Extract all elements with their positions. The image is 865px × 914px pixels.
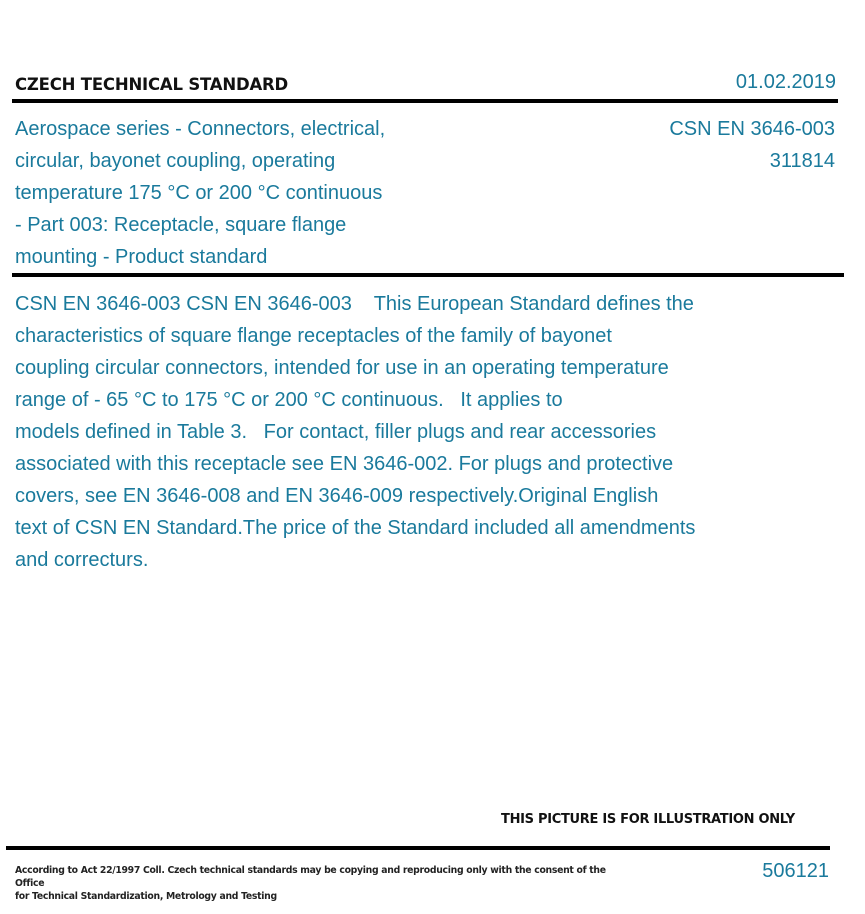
standard-number: CSN EN 3646-003 — [669, 118, 835, 140]
title-line: - Part 003: Receptacle, square flange — [15, 214, 347, 236]
title-line: temperature 175 °C or 200 °C continuous — [15, 182, 383, 204]
abstract-line: range of - 65 °C to 175 °C or 200 °C continuous. It applies to — [15, 389, 563, 411]
document-id: 506121 — [762, 860, 829, 882]
document-title — [15, 113, 435, 273]
abstract-line: characteristics of square flange receptacles of the family of bayonet — [15, 325, 612, 347]
legal-line: for Technical Standardization, Metrology and Testing — [15, 891, 277, 902]
abstract-line: and correcturs. — [15, 549, 149, 571]
catalog-number: 311814 — [769, 150, 835, 172]
abstract-line: coupling circular connectors, intended for use in an operating temperature — [15, 357, 669, 379]
standard-type-heading: CZECH TECHNICAL STANDARD — [15, 75, 289, 94]
abstract-line: text of CSN EN Standard.The price of the Standard included all amendments — [15, 517, 696, 539]
abstract-text — [15, 288, 695, 576]
illustration-notice: THIS PICTURE IS FOR ILLUSTRATION ONLY — [501, 812, 795, 827]
abstract-line: covers, see EN 3646-008 and EN 3646-009 respectively.Original English — [15, 485, 659, 507]
title-line: circular, bayonet coupling, operating — [15, 150, 336, 172]
title-line: Aerospace series - Connectors, electrical, — [15, 118, 386, 140]
header-divider — [12, 99, 838, 103]
footer-divider — [6, 846, 830, 850]
title-line: mounting - Product standard — [15, 246, 268, 268]
legal-line: According to Act 22/1997 Coll. Czech technical standards may be copying and reproducing only with the consent of the Office — [15, 865, 606, 889]
publication-date: 01.02.2019 — [735, 71, 836, 93]
document-codes — [669, 113, 835, 177]
abstract-line: CSN EN 3646-003 CSN EN 3646-003 This European Standard defines the — [15, 293, 694, 315]
legal-notice — [15, 864, 615, 903]
abstract-line: associated with this receptacle see EN 3646-002. For plugs and protective — [15, 453, 674, 475]
abstract-line: models defined in Table 3. For contact, filler plugs and rear accessories — [15, 421, 657, 443]
title-divider — [12, 273, 844, 277]
